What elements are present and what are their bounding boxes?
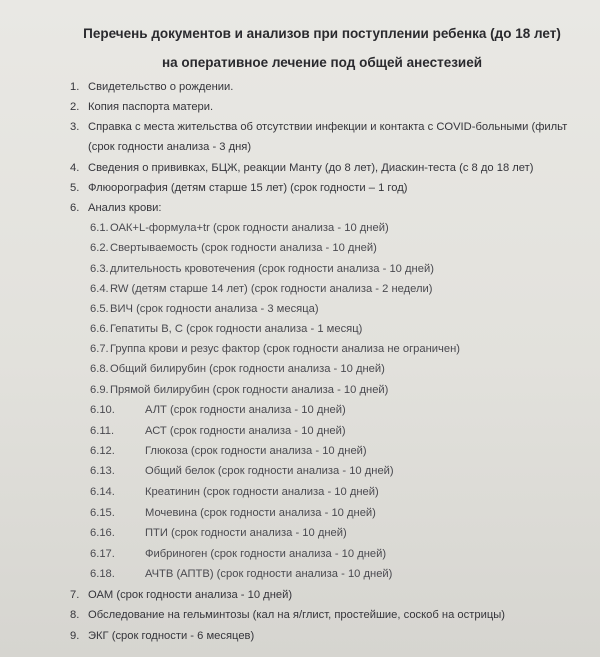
sub-item: 6.2.Свертываемость (срок годности анализа - 10 дней) (90, 242, 377, 254)
sub-item: 6.11. АСТ (срок годности анализа - 10 дней) (90, 425, 346, 437)
list-item-continuation: (срок годности анализа - 3 дня) (88, 141, 252, 153)
list-item: 1. Свидетельство о рождении. (70, 81, 234, 93)
sub-item: 6.3.длительность кровотечения (срок годности анализа - 10 дней) (90, 263, 434, 275)
sub-item: 6.4.RW (детям старше 14 лет) (срок годности анализа - 2 недели) (90, 283, 433, 295)
sub-item: 6.1.ОАК+L-формула+tr (срок годности анализа - 10 дней) (90, 222, 389, 234)
list-item: 2. Копия паспорта матери. (70, 101, 214, 113)
list-item: 4. Сведения о прививках, БЦЖ, реакции Манту (до 8 лет), Диаскин-теста (с 8 до 18 лет) (70, 162, 534, 174)
sub-item: 6.12. Глюкоза (срок годности анализа - 10 дней) (90, 445, 367, 457)
list-item: 6. Анализ крови: (70, 202, 162, 214)
sub-item: 6.13. Общий белок (срок годности анализа - 10 дней) (90, 465, 394, 477)
document-title: Перечень документов и анализов при поступлении ребенка (до 18 лет) (83, 26, 561, 41)
sub-item: 6.15. Мочевина (срок годности анализа - 10 дней) (90, 507, 376, 519)
sub-item: 6.18. АЧТВ (АПТВ) (срок годности анализа - 10 дней) (90, 568, 393, 580)
sub-item: 6.9.Прямой билирубин (срок годности анализа - 10 дней) (90, 384, 389, 396)
list-item: 8. Обследование на гельминтозы (кал на я/глист, простейшие, соскоб на острицы) (70, 609, 505, 621)
list-item: 3. Справка с места жительства об отсутствии инфекции и контакта с COVID-больными (фильт (70, 121, 568, 133)
list-item: 9. ЭКГ (срок годности - 6 месяцев) (70, 630, 255, 642)
list-item: 7. ОАМ (срок годности анализа - 10 дней) (70, 589, 293, 601)
sub-item: 6.16. ПТИ (срок годности анализа - 10 дней) (90, 527, 347, 539)
sub-item: 6.7.Группа крови и резус фактор (срок годности анализа не ограничен) (90, 343, 461, 355)
sub-item: 6.6.Гепатиты В, С (срок годности анализа - 1 месяц) (90, 323, 363, 335)
list-item: 5. Флюорография (детям старше 15 лет) (срок годности – 1 год) (70, 182, 408, 194)
document-subtitle: на оперативное лечение под общей анестезией (161, 55, 483, 70)
sub-item: 6.14. Креатинин (срок годности анализа - 10 дней) (90, 486, 379, 498)
sub-item: 6.17. Фибриноген (срок годности анализа - 10 дней) (90, 548, 387, 560)
sub-item: 6.5.ВИЧ (срок годности анализа - 3 месяца) (90, 303, 319, 315)
sub-item: 6.8.Общий билирубин (срок годности анализа - 10 дней) (90, 363, 385, 375)
sub-item: 6.10. АЛТ (срок годности анализа - 10 дней) (90, 404, 346, 416)
